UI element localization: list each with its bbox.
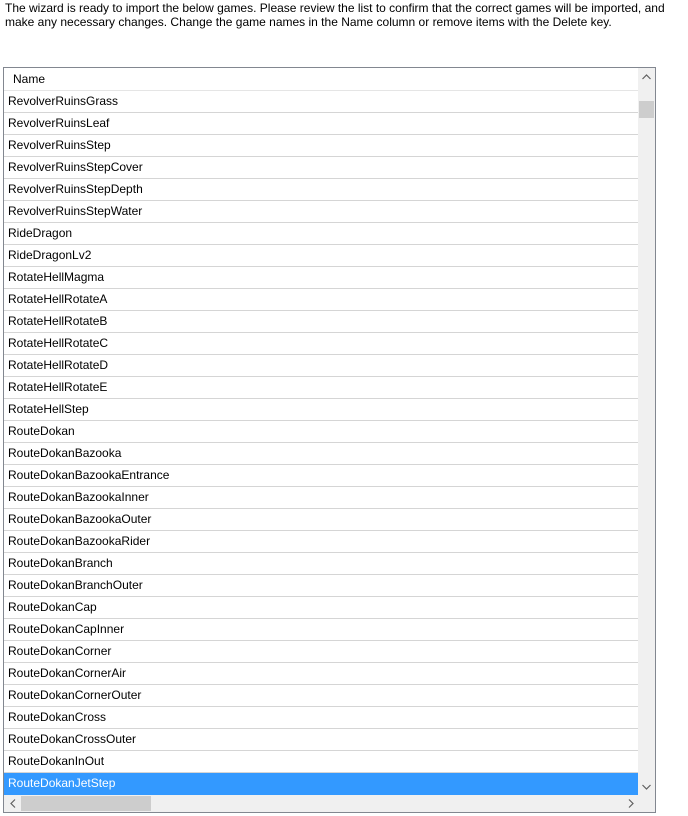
list-header	[4, 68, 639, 91]
scrollbar-corner	[638, 795, 655, 812]
list-item[interactable]: RouteDokanBazookaInner	[4, 487, 639, 509]
list-item[interactable]: RouteDokanCornerAir	[4, 663, 639, 685]
list-item[interactable]: RotateHellRotateE	[4, 377, 639, 399]
horizontal-scroll-thumb[interactable]	[21, 796, 151, 811]
list-item[interactable]: RevolverRuinsStep	[4, 135, 639, 157]
list-item[interactable]: RouteDokanCapInner	[4, 619, 639, 641]
list-item[interactable]: RevolverRuinsGrass	[4, 91, 639, 113]
list-item[interactable]: RotateHellMagma	[4, 267, 639, 289]
list-item[interactable]: RouteDokan	[4, 421, 639, 443]
list-item[interactable]: RevolverRuinsStepDepth	[4, 179, 639, 201]
list-item[interactable]: RotateHellRotateD	[4, 355, 639, 377]
list-item[interactable]: RideDragonLv2	[4, 245, 639, 267]
list-item[interactable]: RotateHellRotateA	[4, 289, 639, 311]
chevron-down-icon[interactable]	[638, 778, 655, 795]
chevron-right-icon[interactable]	[622, 795, 639, 812]
vertical-scrollbar[interactable]	[638, 68, 655, 795]
list-item[interactable]: RouteDokanJetStep	[4, 773, 639, 795]
list-rows	[4, 91, 639, 795]
chevron-up-icon[interactable]	[638, 68, 655, 85]
list-item[interactable]: RouteDokanBazookaEntrance	[4, 465, 639, 487]
instructions-text: The wizard is ready to import the below games. Please review the list to confirm that the correct games will be imported, and make any necessary changes. Change the game names in the Name column or remove items with the Delete key.	[5, 1, 665, 29]
list-item[interactable]: RouteDokanCornerOuter	[4, 685, 639, 707]
list-item[interactable]: RouteDokanCrossOuter	[4, 729, 639, 751]
list-item[interactable]: RouteDokanCross	[4, 707, 639, 729]
vertical-scroll-thumb[interactable]	[639, 101, 654, 118]
horizontal-scrollbar[interactable]	[4, 795, 639, 812]
list-item[interactable]: RouteDokanCorner	[4, 641, 639, 663]
list-item[interactable]: RouteDokanInOut	[4, 751, 639, 773]
list-item[interactable]: RouteDokanBranch	[4, 553, 639, 575]
games-list-view[interactable]	[3, 67, 656, 813]
list-item[interactable]: RotateHellRotateC	[4, 333, 639, 355]
list-item[interactable]: RouteDokanBazookaRider	[4, 531, 639, 553]
list-item[interactable]: RevolverRuinsStepCover	[4, 157, 639, 179]
list-item[interactable]: RouteDokanBazookaOuter	[4, 509, 639, 531]
column-header-name[interactable]: Name	[13, 72, 46, 86]
list-item[interactable]: RotateHellStep	[4, 399, 639, 421]
list-item[interactable]: RouteDokanBranchOuter	[4, 575, 639, 597]
list-item[interactable]: RotateHellRotateB	[4, 311, 639, 333]
list-item[interactable]: RevolverRuinsStepWater	[4, 201, 639, 223]
chevron-left-icon[interactable]	[4, 795, 21, 812]
list-item[interactable]: RevolverRuinsLeaf	[4, 113, 639, 135]
list-item[interactable]: RouteDokanBazooka	[4, 443, 639, 465]
list-item[interactable]: RideDragon	[4, 223, 639, 245]
list-item[interactable]: RouteDokanCap	[4, 597, 639, 619]
